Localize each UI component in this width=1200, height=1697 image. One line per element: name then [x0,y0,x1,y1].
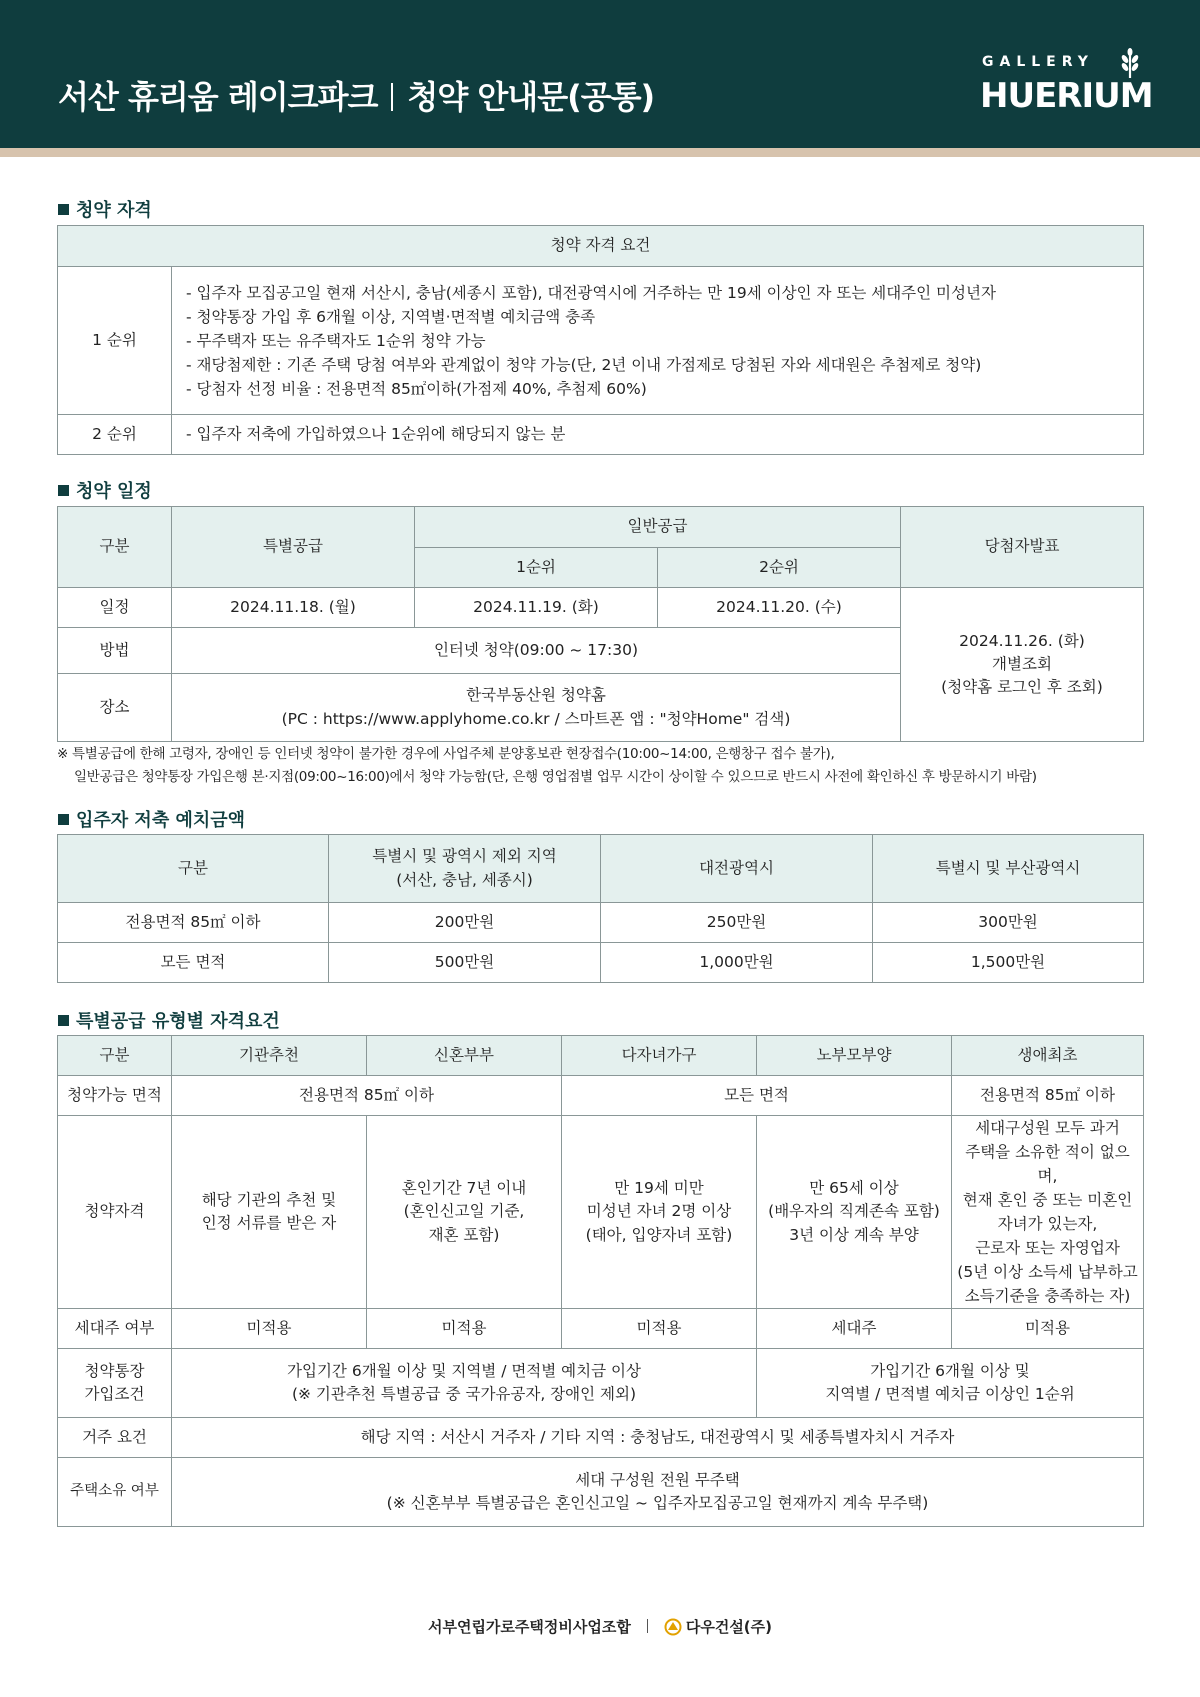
deposit-value: 1,000만원 [601,943,873,983]
ownership-cell [172,1458,1144,1527]
account-line: 가입기간 6개월 이상 및 [870,1361,1030,1380]
row-label-householder: 세대주 여부 [58,1309,172,1349]
section-title-schedule [58,477,152,503]
qualification-cell [562,1116,757,1309]
header-category: 구분 [58,507,172,588]
account-line: (※ 기관추천 특별공급 중 국가유공자, 장애인 제외) [291,1385,637,1403]
square-bullet-icon [58,814,69,825]
square-bullet-icon [58,204,69,215]
page-title [58,72,654,118]
account-line: 가입기간 6개월 이상 및 지역별 / 면적별 예치금 이상 [287,1361,641,1380]
doc-title: 청약 안내문(공통) [407,78,655,116]
rank1-label: 1 순위 [58,267,172,415]
account-line: 지역별 / 면적별 예치금 이상인 1순위 [825,1385,1075,1403]
list-item: - 청약통장 가입 후 6개월 이상, 지역별·면적별 예치금액 충족 [186,307,596,326]
row-label-residence: 거주 요건 [58,1418,172,1458]
list-item: - 입주자 모집공고일 현재 서산시, 충남(세종시 포함), 대전광역시에 거주하는 만 19세 이상인 자 또는 세대주인 미성년자 [186,283,996,302]
section-title-qualification [58,196,152,222]
qualification-line: 소득기준을 충족하는 자) [964,1287,1131,1305]
table-header: 청약 자격 요건 [58,226,1144,267]
leaf-icon [1118,48,1142,78]
header-accent-stripe [0,148,1200,157]
householder-cell: 미적용 [562,1309,757,1349]
deposit-table [57,834,1144,983]
section-title-text: 특별공급 유형별 자격요건 [76,1011,280,1032]
header-rank2: 2순위 [658,548,901,588]
footer-divider [647,1619,648,1633]
header-region-special-busan: 특별시 및 부산광역시 [873,835,1144,903]
header-category: 구분 [58,1036,172,1076]
qualification-cell [952,1116,1144,1309]
row-label-place: 장소 [58,674,172,742]
deposit-value: 500만원 [329,943,601,983]
rank1-date: 2024.11.19. (화) [415,588,658,628]
special-date: 2024.11.18. (월) [172,588,415,628]
note-line: 일반공급은 청약통장 가입은행 본·지점(09:00~16:00)에서 청약 가능함(단, 은행 영업점별 업무 시간이 상이할 수 있으므로 반드시 사전에 확인하신 후 방문하시기 바람) [74,769,1037,785]
row-label-schedule: 일정 [58,588,172,628]
header-category: 구분 [58,835,329,903]
footer [0,1616,1200,1637]
householder-cell: 미적용 [952,1309,1144,1349]
header-type: 기관추천 [172,1036,367,1076]
project-name: 서산 휴리움 레이크파크 [58,78,378,116]
announcement-cell [901,588,1144,742]
qualification-line: 자녀가 있는자, [997,1215,1098,1233]
square-bullet-icon [58,485,69,496]
rank2-label: 2 순위 [58,415,172,455]
ownership-line: (※ 신혼부부 특별공급은 혼인신고일 ~ 입주자모집공고일 현재까지 계속 무주택) [386,1494,929,1512]
qualification-line: 해당 기관의 추천 및 [201,1190,337,1209]
qualification-line: (5년 이상 소득세 납부하고 [957,1263,1138,1281]
announcement-date: 2024.11.26. (화) [959,631,1085,650]
section-title-text: 입주자 저축 예치금액 [76,810,246,831]
header-region-other [329,835,601,903]
header-region-other-line1: 특별시 및 광역시 제외 지역 [372,847,557,866]
header-special-supply: 특별공급 [172,507,415,588]
row-label: 전용면적 85㎡ 이하 [58,903,329,943]
header-type: 다자녀가구 [562,1036,757,1076]
gallery-huerium-logo [980,48,1153,118]
row-label-line: 가입조건 [84,1385,145,1403]
place-url: (PC : https://www.applyhome.co.kr / 스마트폰 앱 : "청약Home" 검색) [281,709,791,728]
special-supply-table [57,1035,1144,1527]
qualification-cell [757,1116,952,1309]
qualification-line: 혼인기간 7년 이내 [401,1179,527,1198]
rank1-requirements [172,267,1144,415]
householder-cell: 미적용 [367,1309,562,1349]
logo-main-text: HUERIUM [980,76,1153,116]
association-name: 서부연립가로주택정비사업조합 [427,1618,631,1636]
qualification-line: 주택을 소유한 적이 없으며, [965,1143,1130,1185]
section-title-text: 청약 자격 [76,200,152,221]
qualification-cell [367,1116,562,1309]
area-cell: 전용면적 85㎡ 이하 [172,1076,562,1116]
header-bar [0,0,1200,148]
row-label: 모든 면적 [58,943,329,983]
deposit-value: 200만원 [329,903,601,943]
header-region-daejeon: 대전광역시 [601,835,873,903]
account-cell [172,1349,757,1418]
qualification-line: 재혼 포함) [428,1225,500,1244]
deposit-value: 1,500만원 [873,943,1144,983]
section-title-deposit [58,806,245,832]
row-label-ownership: 주택소유 여부 [58,1458,172,1527]
header-general-supply: 일반공급 [415,507,901,548]
announcement-note: (청약홈 로그인 후 조회) [941,678,1103,697]
rank2-requirement: - 입주자 저축에 가입하였으나 1순위에 해당되지 않는 분 [172,415,1144,455]
qualification-line: (혼인신고일 기준, [403,1202,525,1221]
qualification-line: 미성년 자녀 2명 이상 [586,1202,732,1221]
announcement-method: 개별조회 [992,654,1052,673]
row-label-method: 방법 [58,628,172,674]
list-item: - 당첨자 선정 비율 : 전용면적 85㎡이하(가점제 40%, 추첨제 60%) [186,379,647,398]
section-title-text: 청약 일정 [76,481,152,502]
header-type: 신혼부부 [367,1036,562,1076]
list-item: - 재당첨제한 : 기존 주택 당첨 여부와 관계없이 청약 가능(단, 2년 이내 가점제로 당첨된 자와 세대원은 추첨제로 청약) [186,355,982,374]
rank2-date: 2024.11.20. (수) [658,588,901,628]
qualification-table [57,225,1144,455]
header-type: 노부모부양 [757,1036,952,1076]
row-label-qualification: 청약자격 [58,1116,172,1309]
place-cell [172,674,901,742]
deposit-value: 250만원 [601,903,873,943]
list-item: - 무주택자 또는 유주택자도 1순위 청약 가능 [186,331,486,350]
schedule-table [57,506,1144,742]
qualification-line: 만 65세 이상 [809,1179,899,1198]
title-divider [391,83,393,111]
schedule-note [57,743,1037,789]
qualification-line: (배우자의 직계존속 포함) [768,1202,940,1221]
ownership-line: 세대 구성원 전원 무주택 [575,1470,740,1489]
daewoo-logo-icon [664,1618,682,1636]
qualification-line: 만 19세 미만 [614,1179,704,1198]
qualification-line: 세대구성원 모두 과거 [975,1119,1120,1137]
logo-top-text: GALLERY [982,54,1094,70]
area-cell: 모든 면적 [562,1076,952,1116]
header-type: 생애최초 [952,1036,1144,1076]
qualification-line: 현재 혼인 중 또는 미혼인 [962,1191,1133,1209]
section-title-special-supply [58,1007,280,1033]
method-text: 인터넷 청약(09:00 ~ 17:30) [172,628,901,674]
account-cell [757,1349,1144,1418]
area-cell: 전용면적 85㎡ 이하 [952,1076,1144,1116]
qualification-line: (태아, 입양자녀 포함) [585,1225,733,1244]
householder-cell: 세대주 [757,1309,952,1349]
row-label-line: 청약통장 [84,1361,145,1380]
residence-cell: 해당 지역 : 서산시 거주자 / 기타 지역 : 충청남도, 대전광역시 및 세종특별자치시 거주자 [172,1418,1144,1458]
row-label-account [58,1349,172,1418]
table-row [58,943,1144,983]
place-name: 한국부동산원 청약홈 [466,686,606,705]
header-rank1: 1순위 [415,548,658,588]
note-line: ※ 특별공급에 한해 고령자, 장애인 등 인터넷 청약이 불가한 경우에 사업주체 분양홍보관 현장접수(10:00~14:00, 은행창구 접수 불가), [57,746,835,762]
header-winner-announcement: 당첨자발표 [901,507,1144,588]
row-label-area: 청약가능 면적 [58,1076,172,1116]
deposit-value: 300만원 [873,903,1144,943]
table-row [58,903,1144,943]
householder-cell: 미적용 [172,1309,367,1349]
qualification-line: 근로자 또는 자영업자 [975,1239,1120,1257]
header-region-other-line2: (서산, 충남, 세종시) [396,870,533,889]
qualification-cell [172,1116,367,1309]
qualification-line: 3년 이상 계속 부양 [789,1225,919,1244]
square-bullet-icon [58,1015,69,1026]
qualification-line: 인정 서류를 받은 자 [201,1214,337,1232]
builder-name: 다우건설(주) [685,1618,773,1636]
